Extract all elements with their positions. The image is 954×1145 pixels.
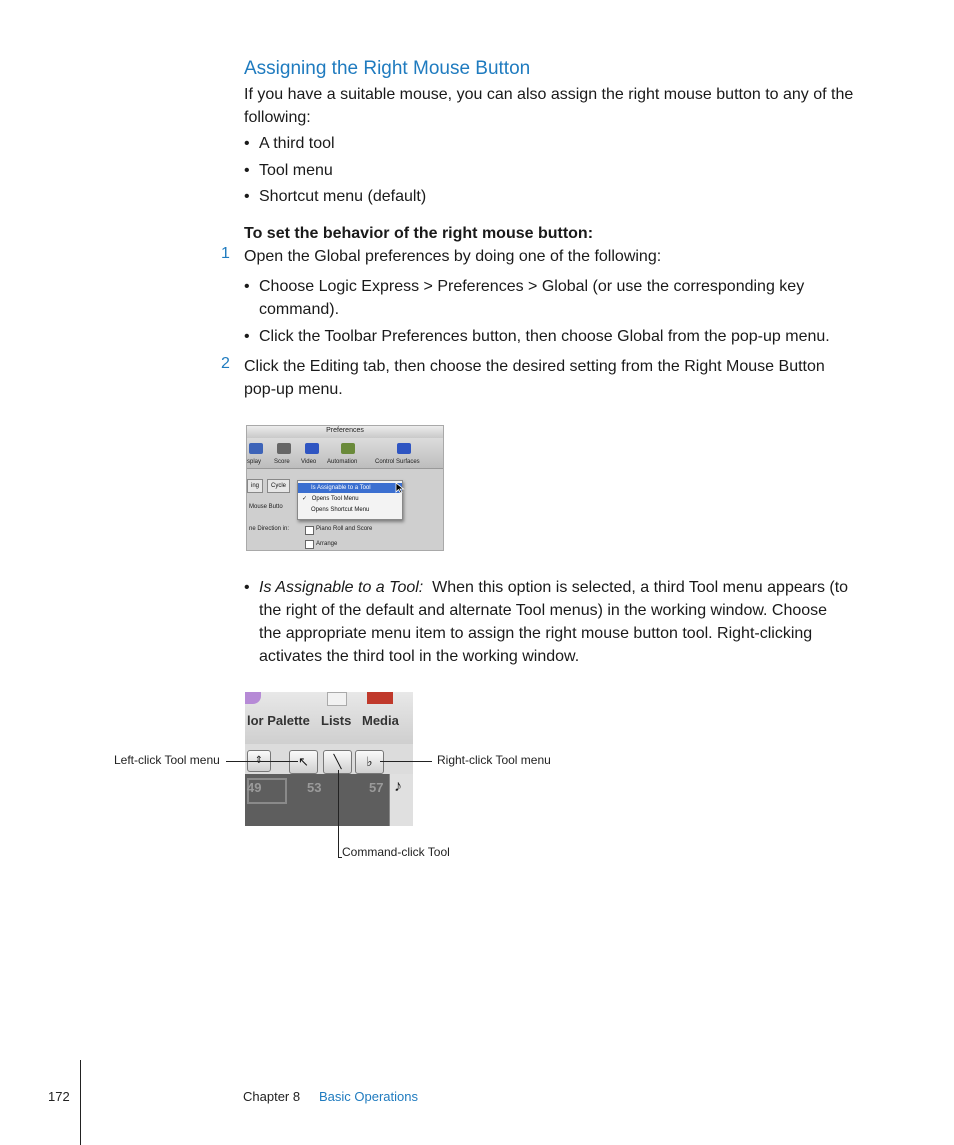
tab-editing[interactable]: ing bbox=[247, 479, 263, 493]
checkbox-label: Piano Roll and Score bbox=[316, 526, 373, 532]
direction-label: ne Direction in: bbox=[249, 526, 290, 532]
callout-line bbox=[338, 770, 339, 858]
chapter-label: Chapter 8 bbox=[243, 1089, 301, 1104]
section-link[interactable]: Basic Operations bbox=[319, 1089, 418, 1104]
flat-tool-icon: ♭ bbox=[366, 754, 373, 769]
list-item: • A third tool bbox=[244, 135, 335, 152]
list-item: • Is Assignable to a Tool: When this option is selected, a third Tool menu appears (to the right of the default and alternate Tool menus) in the working window. Choose the appropriate menu item to assign the right mouse button tool. Right-clicking activates the third tool in the working window. bbox=[244, 579, 849, 665]
bar-number: 49 bbox=[247, 780, 262, 795]
callout-line bbox=[380, 761, 432, 762]
display-icon[interactable] bbox=[249, 443, 263, 454]
callout-line bbox=[226, 761, 298, 762]
window-titlebar bbox=[247, 426, 443, 438]
left-click-tool-button[interactable] bbox=[289, 750, 318, 774]
pencil-tool-icon: ╲ bbox=[333, 754, 342, 769]
mouse-button-label: Mouse Butto bbox=[249, 504, 283, 510]
definition-term: Is Assignable to a Tool: bbox=[259, 579, 424, 596]
media-icon bbox=[367, 692, 393, 704]
note-icon: ♪ bbox=[394, 778, 402, 795]
mouse-pointer-icon bbox=[395, 482, 405, 494]
pointer-tool-icon: ↖ bbox=[298, 754, 309, 769]
arrange-checkbox[interactable] bbox=[305, 540, 314, 549]
intro-paragraph bbox=[244, 83, 853, 129]
toolbar-label: Media bbox=[362, 713, 399, 728]
window-title: Preferences bbox=[326, 427, 364, 434]
menu-item[interactable]: ✓ Opens Tool Menu bbox=[298, 494, 402, 504]
list-item: • Shortcut menu (default) bbox=[244, 188, 427, 205]
checkbox-label: Arrange bbox=[316, 541, 338, 547]
toolbar-label: Automation bbox=[327, 459, 358, 465]
vertical-scrollbar[interactable] bbox=[389, 774, 413, 826]
lists-icon bbox=[327, 692, 347, 706]
arrange-area bbox=[245, 774, 413, 826]
right-mouse-popup-menu bbox=[297, 480, 403, 520]
piano-roll-checkbox[interactable] bbox=[305, 526, 314, 535]
intro-line: following: bbox=[244, 109, 311, 126]
toolbar-label: Control Surfaces bbox=[375, 459, 420, 465]
bar-number: 53 bbox=[307, 780, 322, 795]
list-item: • Tool menu bbox=[244, 162, 333, 179]
video-icon[interactable] bbox=[305, 443, 319, 454]
color-palette-icon bbox=[245, 692, 261, 704]
intro-line: If you have a suitable mouse, you can also assign the right mouse button to any of the bbox=[244, 86, 854, 103]
automation-icon[interactable] bbox=[341, 443, 355, 454]
bar-number: 57 bbox=[369, 780, 384, 795]
footer-divider bbox=[80, 1060, 81, 1145]
list-item: • Choose Logic Express > Preferences > Global (or use the corresponding key command). bbox=[244, 278, 805, 318]
toolbar-label: Video bbox=[301, 459, 317, 465]
step-number: 2 bbox=[221, 355, 230, 372]
step-number: 1 bbox=[221, 245, 230, 262]
toolbar-top bbox=[245, 692, 413, 744]
toolbar-label: Lists bbox=[321, 713, 352, 728]
task-heading: To set the behavior of the right mouse button: bbox=[244, 225, 594, 242]
menu-item-selected[interactable]: Is Assignable to a Tool bbox=[298, 483, 402, 493]
section-heading: Assigning the Right Mouse Button bbox=[244, 58, 531, 79]
toolbar-label: lor Palette bbox=[247, 713, 310, 728]
score-icon[interactable] bbox=[277, 443, 291, 454]
right-click-tool-button[interactable] bbox=[355, 750, 384, 774]
list-item: • Click the Toolbar Preferences button, then choose Global from the pop-up menu. bbox=[244, 328, 830, 345]
toolbar-screenshot bbox=[245, 692, 413, 826]
preferences-toolbar bbox=[247, 438, 443, 469]
callout-right-click: Right-click Tool menu bbox=[437, 753, 551, 767]
step-text: Open the Global preferences by doing one of the following: bbox=[244, 248, 662, 265]
menu-item[interactable]: Opens Shortcut Menu bbox=[311, 507, 370, 513]
checkmark-icon: ✓ bbox=[302, 496, 308, 502]
callout-left-click: Left-click Tool menu bbox=[114, 753, 220, 767]
callout-command-click: Command-click Tool bbox=[342, 845, 450, 859]
toolbar-label: splay bbox=[247, 459, 262, 465]
callout-line bbox=[338, 857, 342, 858]
step-text: Click the Editing tab, then choose the desired setting from the Right Mouse Button pop-up menu. bbox=[244, 358, 825, 398]
tab-cycle[interactable]: Cycle bbox=[267, 479, 290, 493]
page-number: 172 bbox=[48, 1089, 70, 1104]
toolbar-label: Score bbox=[274, 459, 290, 465]
preferences-screenshot bbox=[246, 425, 444, 551]
control-surfaces-icon[interactable] bbox=[397, 443, 411, 454]
